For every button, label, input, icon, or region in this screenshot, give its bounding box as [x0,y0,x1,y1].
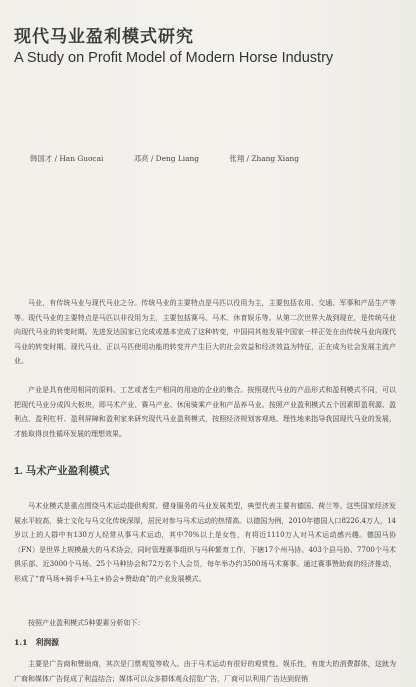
section1-paragraph-2: 按照产业盈利模式5种要素分析如下： [28,619,145,627]
section1-paragraph-1: 马术业模式是重点围绕马术运动提供观赏、健身服务的马业发展类型，典型代表主要有德国、荷兰等。这些国家经济发展水平较高，骑士文化与马文化传统深厚，居民对参与马术运动的热情高。以德国为例，2010年德国人口8226.4万人，14岁以上的人群中有130万人经常从事马术运动，其中70%以上是女性，有将近1110万人对马术运动感兴趣。德国马协（FN）是世界上规模最大的马术协会，同时管理赛事组织与马种繁育工作，下辖17个州马协、403个县马协、7700个马术俱乐部、近3000个马场。25个马种协会和72万名个人会员，每年举办约3500场马术赛事。通过赛事赞助商的经济推动，形成了“育马场+骑手+马主+协会+赞助商”的产业发展模式。 [14,502,396,583]
author-zhang-xiang: 张翔 / Zhang Xiang [229,154,299,163]
subsection-heading-1-1 [14,637,59,648]
intro-paragraph-1: 马业，有传统马业与现代马业之分。传统马业的主要特点是马匹以役用为主，主要包括农用、交通、军事和产品生产等等。现代马业的主要特点是马匹以非役用为主，主要包括赛马、马术、休育娱乐等。从第二次世界大战到现在，是传统马业向现代马业的转变时期。先进发达国家已完成或基本完成了这种转变，中国同其他发展中国家一样正处在由传统马业向现代马业的转变时期。现代马业，正以马匹使用功能的转变并产生巨大的社会效益和经济效益为特征，正在成为社会发展主流产业。 [14,299,396,366]
subsection-title: 利润源 [35,638,59,647]
author-han-guocai: 韩国才 / Han Guocai [30,154,104,163]
paper-title-chinese: 现代马业盈利模式研究 [14,27,194,47]
author-deng-liang: 邓亮 / Deng Liang [133,154,199,163]
author-list [30,153,327,164]
subsection-paragraph-1: 主要是广告商和赞助商，其次是门票观览等收入。由于马术运动有很好的观赏性、娱乐性，有庞大的消费群体，这就为广商和媒体广告促成了利益结合；媒体可以众多群体观众招览广告，厂商可以利用广告达到促销 [14,660,396,683]
section-heading-1: 1. 马术产业盈利模式 [14,465,110,477]
subsection-number: 1.1 [14,638,28,647]
intro-paragraph-2: 产业是具有使用相同的原料、工艺或者生产相同的用途的企业的集合。按照现代马业的产品形式和盈利模式不同，可以把现代马业分成四大板块，即马术产业、赛马产业、休闲骑乘产业和产品养马业。按照产业盈利模式五个因素即盈利源、盈利点、盈利杠杆、盈利屏障和盈利家来研究现代马业盈利模式，按照经济规划客观地、理性地来指导我国现代马业的发展，才能取得良性循环发展的理想效果。 [14,386,396,438]
paper-title-english: A Study on Profit Model of Modern Horse Industry [14,50,334,66]
